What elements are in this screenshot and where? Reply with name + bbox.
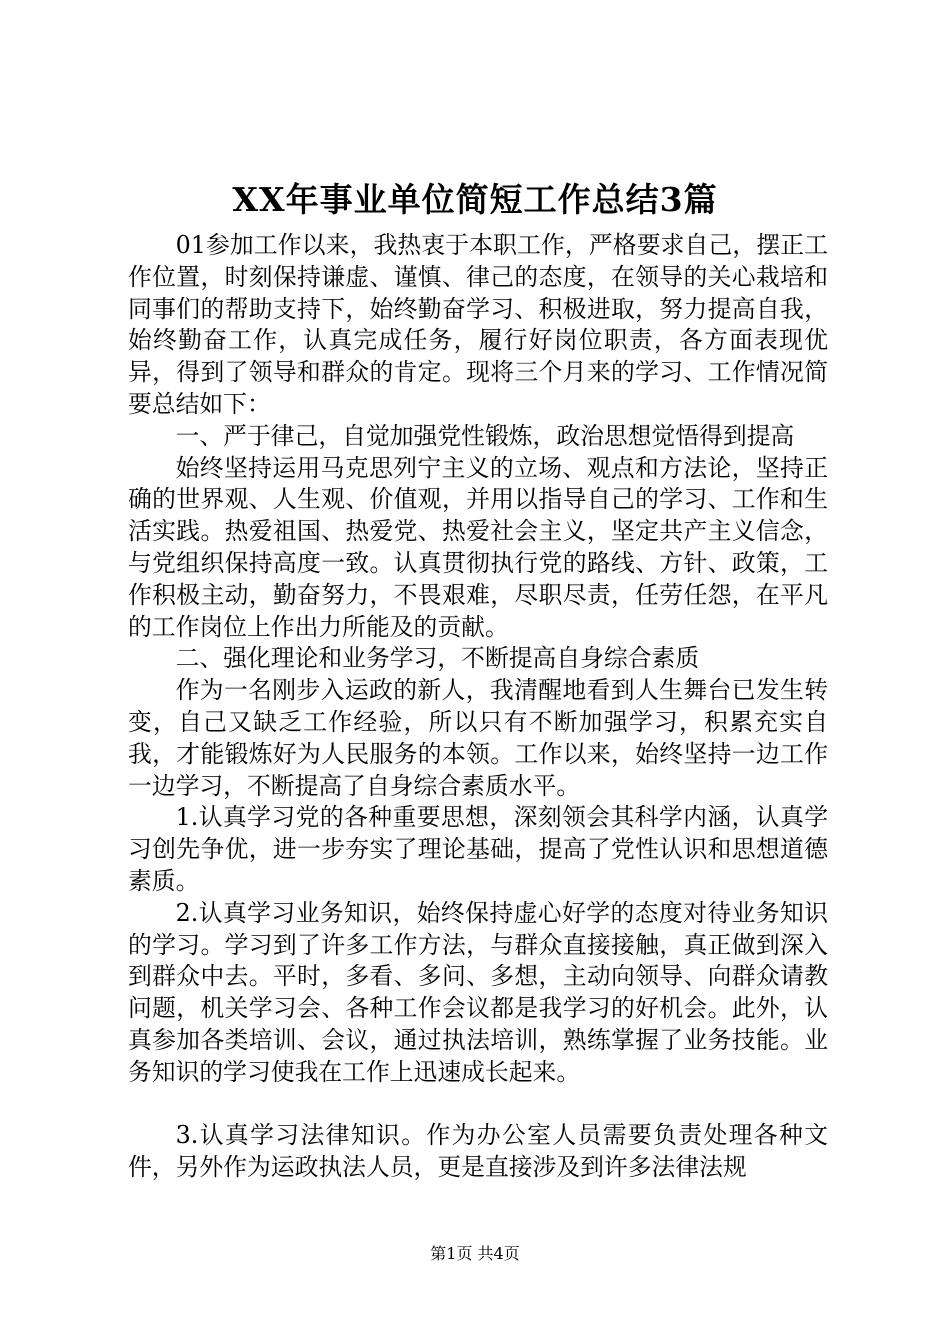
paragraph-section-2: 作为一名刚步入运政的新人，我清醒地看到人生舞台已发生转变，自己又缺乏工作经验，所以只有不断加强学习，积累充实自我，才能锻炼好为人民服务的本领。工作以来，始终坚持一边工作一边学习，不断提高了自身综合素质水平。 — [128, 676, 828, 800]
page-number-footer: 第1页 共4页 — [430, 1244, 520, 1263]
section-heading-2: 二、强化理论和业务学习，不断提高自身综合素质 — [175, 644, 700, 673]
paragraph-item-2: 2.认真学习业务知识，始终保持虚心好学的态度对待业务知识的学习。学习到了许多工作方法，与群众直接接触，真正做到深入到群众中去。平时，多看、多问、多想，主动向领导、向群众请教问题，机关学习会、各种工作会议都是我学习的好机会。此外，认真参加各类培训、会议，通过执法培训，熟练掌握了业务技能。业务知识的学习使我在工作上迅速成长起来。 — [128, 898, 828, 1086]
document-title: XX年事业单位简短工作总结3篇 — [232, 180, 718, 219]
paragraph-section-1: 始终坚持运用马克思列宁主义的立场、观点和方法论，坚持正确的世界观、人生观、价值观，并用以指导自己的学习、工作和生活实践。热爱祖国、热爱党、热爱社会主义，坚定共产主义信念，与党组织保持高度一致。认真贯彻执行党的路线、方针、政策，工作积极主动，勤奋努力，不畏艰难，尽职尽责，任劳任怨，在平凡的工作岗位上作出力所能及的贡献。 — [128, 453, 828, 641]
document-body — [128, 230, 828, 1184]
paragraph-intro: 01参加工作以来，我热衷于本职工作，严格要求自己，摆正工作位置，时刻保持谦虚、谨慎、律己的态度，在领导的关心栽培和同事们的帮助支持下，始终勤奋学习、积极进取，努力提高自我，始终勤奋工作，认真完成任务，履行好岗位职责，各方面表现优异，得到了领导和群众的肯定。现将三个月来的学习、工作情况简要总结如下： — [128, 231, 828, 418]
paragraph-item-1: 1.认真学习党的各种重要思想，深刻领会其科学内涵，认真学习创先争优，进一步夯实了理论基础，提高了党性认识和思想道德素质。 — [128, 803, 828, 895]
paragraph-item-3: 3.认真学习法律知识。作为办公室人员需要负责处理各种文件，另外作为运政执法人员，更是直接涉及到许多法律法规 — [128, 1121, 828, 1182]
section-heading-1: 一、严于律己，自觉加强党性锻炼，政治思想觉悟得到提高 — [175, 421, 795, 450]
